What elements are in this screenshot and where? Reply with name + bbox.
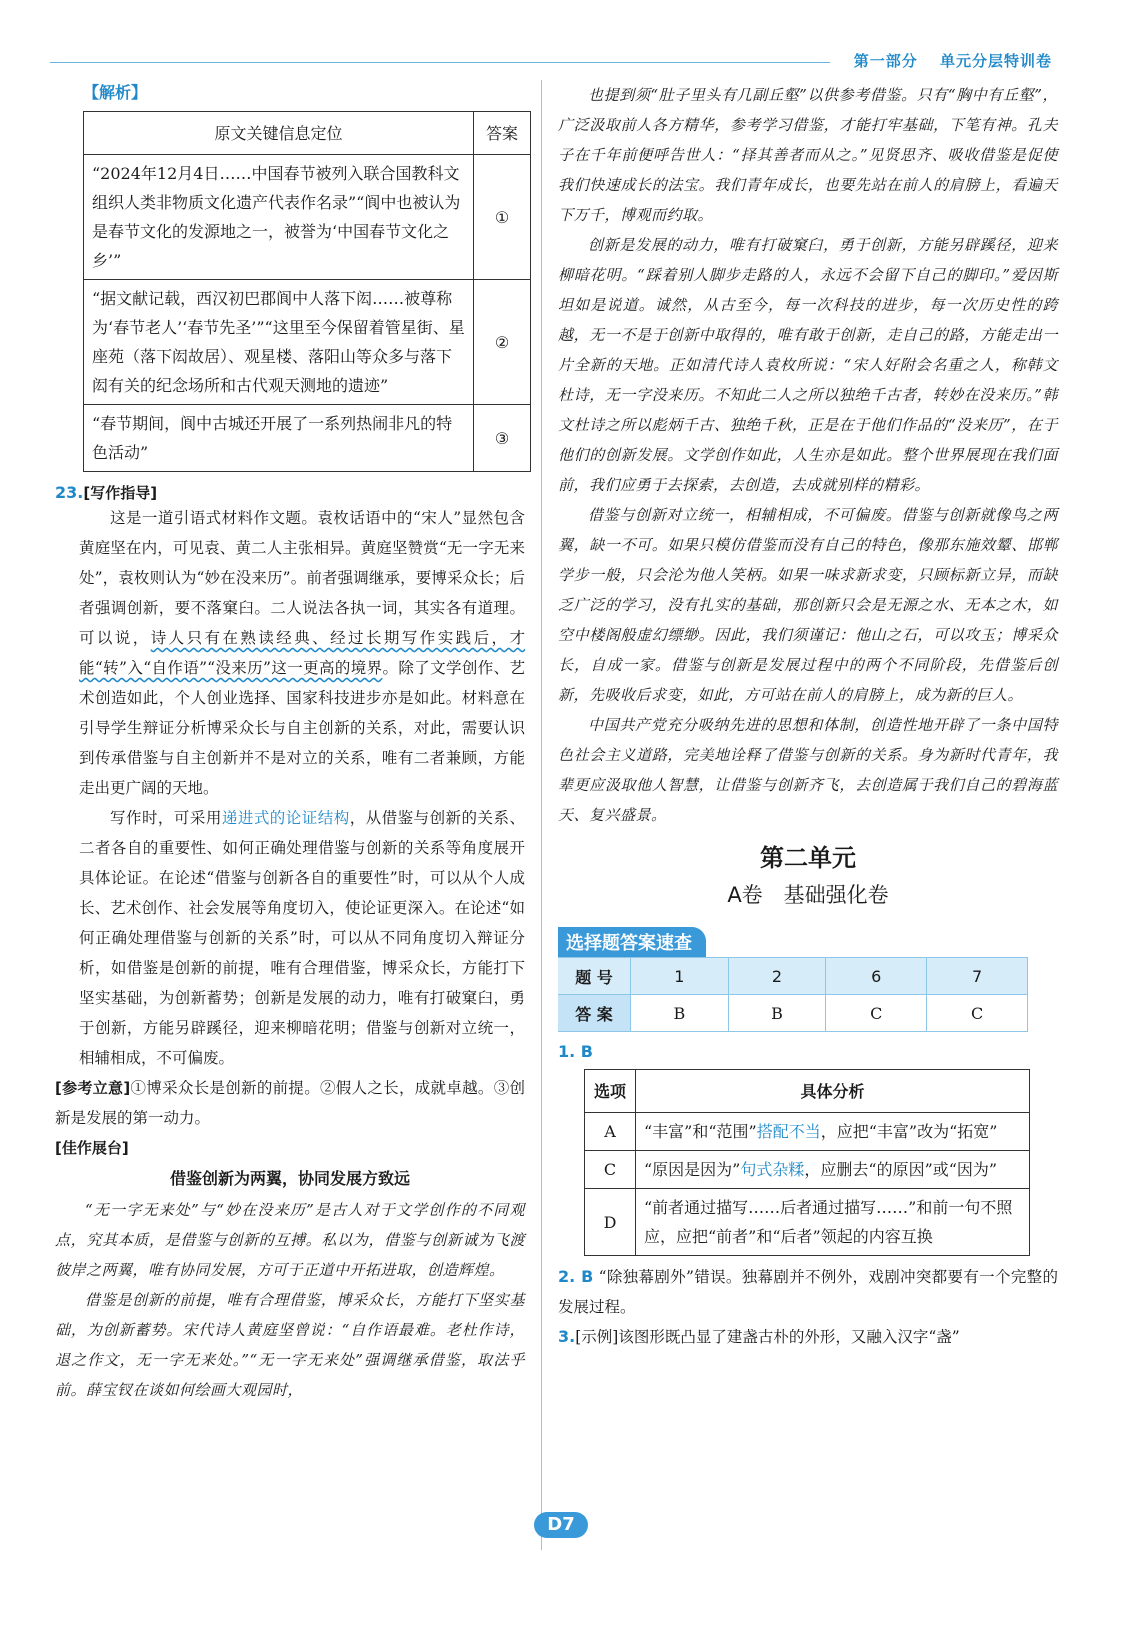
guide-key-sentence: 诗人只有在熟读经典、经过长期写作实践后，才能“转”入“自作语”“没来历”这一更高的境界	[79, 629, 525, 677]
page-header	[838, 50, 1052, 71]
quick-answer: B	[728, 995, 826, 1032]
an-option: C	[585, 1151, 636, 1189]
table-row	[585, 1151, 1030, 1189]
showcase-label: [佳作展台]	[55, 1139, 129, 1157]
right-column	[558, 80, 1058, 1352]
an-detail: “丰富”和“范围”搭配不当，应把“丰富”改为“拓宽”	[636, 1113, 1030, 1151]
reference-text: ①博采众长是创新的前提。②假人之长，成就卓越。③创新是发展的第一动力。	[55, 1079, 525, 1127]
quick-row1-label: 题 号	[558, 958, 631, 995]
quick-answer-tab: 选择题答案速查	[558, 927, 706, 957]
guide-text: 这是一道引语式材料作文题。袁枚话语中的“宋人”显然包含黄庭坚在内，可见袁、黄二人主张相异。黄庭坚赞赏“无一字无来处”，袁枚则认为“妙在没来历”。前者强调继承，要博采众长；后者强调创新，要不落窠臼。二人说法各执一词，其实各有道理。可以说，	[79, 509, 525, 647]
essay-paragraph-5: 中国共产党充分吸纳先进的思想和体制，创造性地开辟了一条中国特色社会主义道路，完美地诠释了借鉴与创新的关系。身为新时代青年，我辈更应汲取他人智慧，让借鉴与创新齐飞，去创造属于我们自己的碧海蓝天、复兴盛景。	[558, 716, 1058, 824]
an-option: A	[585, 1113, 636, 1151]
quick-num: 6	[826, 958, 927, 995]
reference-label: [参考立意]	[55, 1079, 131, 1097]
q23-head	[55, 482, 525, 503]
info-col1: 原文关键信息定位	[84, 112, 474, 155]
essay-title: 借鉴创新为两翼，协同发展方致远	[169, 1169, 410, 1188]
quick-answer: C	[927, 995, 1028, 1032]
an-col2: 具体分析	[636, 1070, 1030, 1113]
quick-answer: B	[631, 995, 729, 1032]
analysis-label: 【解析】	[83, 83, 148, 102]
column-divider	[541, 80, 542, 1550]
header-rule	[50, 62, 830, 63]
q2-number: 2. B	[558, 1267, 594, 1286]
quick-row2-label: 答 案	[558, 995, 631, 1032]
quick-num: 1	[631, 958, 729, 995]
info-text: “据文献记载，西汉初巴郡阆中人落下闳……被尊称为‘春节老人’‘春节先圣’”“这里至今保留着管星街、星座苑（落下闳故居）、观星楼、落阳山等众多与落下闳有关的纪念场所和古代观天测地的遗迹”	[84, 280, 474, 405]
q2-text: “除独幕剧外”错误。独幕剧并不例外，戏剧冲突都要有一个完整的发展过程。	[558, 1268, 1058, 1316]
unit-subtitle: A卷 基础强化卷	[727, 883, 889, 907]
q2-block	[558, 1262, 1058, 1322]
table-row	[84, 405, 531, 472]
q3-number: 3.	[558, 1327, 576, 1346]
essay-paragraph-2: 借鉴是创新的前提，唯有合理借鉴，博采众长，方能打下坚实基础，为创新蓄势。宋代诗人黄庭坚曾说：“自作语最难。老杜作诗，退之作文，无一字无来处。”“无一字无来处”强调继承借鉴，取法乎前。薛宝钗在谈如何绘画大观园时，	[55, 1291, 525, 1399]
quick-answer-table	[558, 957, 1028, 1032]
header-part: 第一部分	[853, 52, 918, 70]
guide-text: ，从借鉴与创新的关系、二者各自的重要性、如何正确处理借鉴与创新的关系等角度展开具体论证。在论述“借鉴与创新各自的重要性”时，可以从个人成长、艺术创作、社会发展等角度切入，使论证更深入。在论述“如何正确处理借鉴与创新的关系”时，可以从不同角度切入辩证分析，如借鉴是创新的前提，唯有合理借鉴，博采众长，方能打下坚实基础，为创新蓄势；创新是发展的动力，唯有打破窠臼，勇于创新，方能另辟蹊径，迎来柳暗花明；借鉴与创新对立统一，相辅相成，不可偏废。	[79, 809, 525, 1067]
q1-answer: 1. B	[558, 1042, 593, 1061]
info-text: “2024年12月4日……中国春节被列入联合国教科文组织人类非物质文化遗产代表作名录”“阆中也被认为是春节文化的发源地之一，被誉为‘中国春节文化之乡’”	[84, 155, 474, 280]
guide-text: 。除了文学创作、艺术创造如此，个人创业选择、国家科技进步亦是如此。材料意在引导学生辩证分析博采众长与自主创新的关系，对此，需要认识到传承借鉴与自主创新并不是对立的关系，唯有二者兼顾，方能走出更广阔的天地。	[79, 659, 525, 797]
quick-num: 7	[927, 958, 1028, 995]
table-row	[84, 280, 531, 405]
table-row	[585, 1113, 1030, 1151]
an-col1: 选项	[585, 1070, 636, 1113]
guide-paragraph-2	[55, 803, 525, 1073]
essay-paragraph-3: 创新是发展的动力，唯有打破窠臼，勇于创新，方能另辟蹊径，迎来柳暗花明。“踩着别人脚步走路的人，永远不会留下自己的脚印。”爱因斯坦如是说道。诚然，从古至今，每一次科技的进步，每一次历史性的跨越，无一不是于创新中取得的，唯有敢于创新，走自己的路，方能走出一片全新的天地。正如清代诗人袁枚所说：“宋人好附会名重之人，称韩文杜诗，无一字没来历。不知此二人之所以独绝千古者，转妙在没来历。”韩文杜诗之所以彪炳千古、独绝千秋，正是在于他们作品的“没来历”，在于他们的创新发展。文学创作如此，人生亦是如此。整个世界展现在我们面前，我们应勇于去探索，去创造，去成就别样的精彩。	[558, 236, 1058, 494]
info-text: “春节期间，阆中古城还开展了一系列热闹非凡的特色活动”	[84, 405, 474, 472]
guide-paragraph-1	[55, 503, 525, 803]
info-answer: ③	[474, 405, 531, 472]
guide-text: 写作时，可采用	[110, 809, 222, 827]
essay-paragraph-4: 借鉴与创新对立统一，相辅相成，不可偏废。借鉴与创新就像鸟之两翼，缺一不可。如果只模仿借鉴而没有自己的特色，像那东施效颦、邯郸学步一般，只会沦为他人笑柄。如果一味求新求变，只顾标新立异，而缺乏广泛的学习，没有扎实的基础，那创新只会是无源之水、无本之木，如空中楼阁般虚幻缥缈。因此，我们须谨记：他山之石，可以攻玉；博采众长，自成一家。借鉴与创新是发展过程中的两个不同阶段，先借鉴后创新，先吸收后求变，如此，方可站在前人的肩膀上，成为新的巨人。	[558, 506, 1058, 704]
an-option: D	[585, 1189, 636, 1256]
quick-num: 2	[728, 958, 826, 995]
an-detail: “原因是因为”句式杂糅，应删去“的原因”或“因为”	[636, 1151, 1030, 1189]
guide-label: [写作指导]	[83, 484, 158, 502]
analysis-table	[584, 1069, 1030, 1256]
info-answer: ①	[474, 155, 531, 280]
reference-theme	[55, 1073, 525, 1133]
essay-paragraph-1: “无一字无来处”与“妙在没来历”是古人对于文学创作的不同观点，究其本质，是借鉴与创新的互搏。私以为，借鉴与创新诚为飞渡彼岸之两翼，唯有协同发展，方可于正道中开拓进取，创造辉煌。	[55, 1201, 525, 1279]
quick-answer: C	[826, 995, 927, 1032]
left-column	[55, 80, 525, 1405]
info-answer: ②	[474, 280, 531, 405]
info-table	[83, 111, 531, 472]
table-row	[84, 155, 531, 280]
q3-text: [示例]该图形既凸显了建盏古朴的外形，又融入汉字“盏”	[575, 1328, 960, 1346]
q23-number: 23.	[55, 483, 84, 502]
header-book: 单元分层特训卷	[939, 52, 1052, 70]
an-detail: “前者通过描写……后者通过描写……”和前一句不照应，应把“前者”和“后者”领起的内容互换	[636, 1189, 1030, 1256]
q3-block	[558, 1322, 1058, 1352]
page-number: D7	[534, 1512, 588, 1538]
table-row	[585, 1189, 1030, 1256]
guide-structure-term: 递进式的论证结构	[221, 809, 350, 827]
unit-title: 第二单元	[760, 844, 856, 872]
essay-paragraph-2-cont: 也提到须“肚子里头有几副丘壑”以供参考借鉴。只有“胸中有丘壑”，广泛汲取前人各方精华，参考学习借鉴，才能打牢基础，下笔有神。孔夫子在千年前便呼告世人：“择其善者而从之。”见贤思齐、吸收借鉴是促使我们快速成长的法宝。我们青年成长，也要先站在前人的肩膀上，看遍天下万千，博观而约取。	[558, 86, 1058, 224]
info-col2: 答案	[474, 112, 531, 155]
